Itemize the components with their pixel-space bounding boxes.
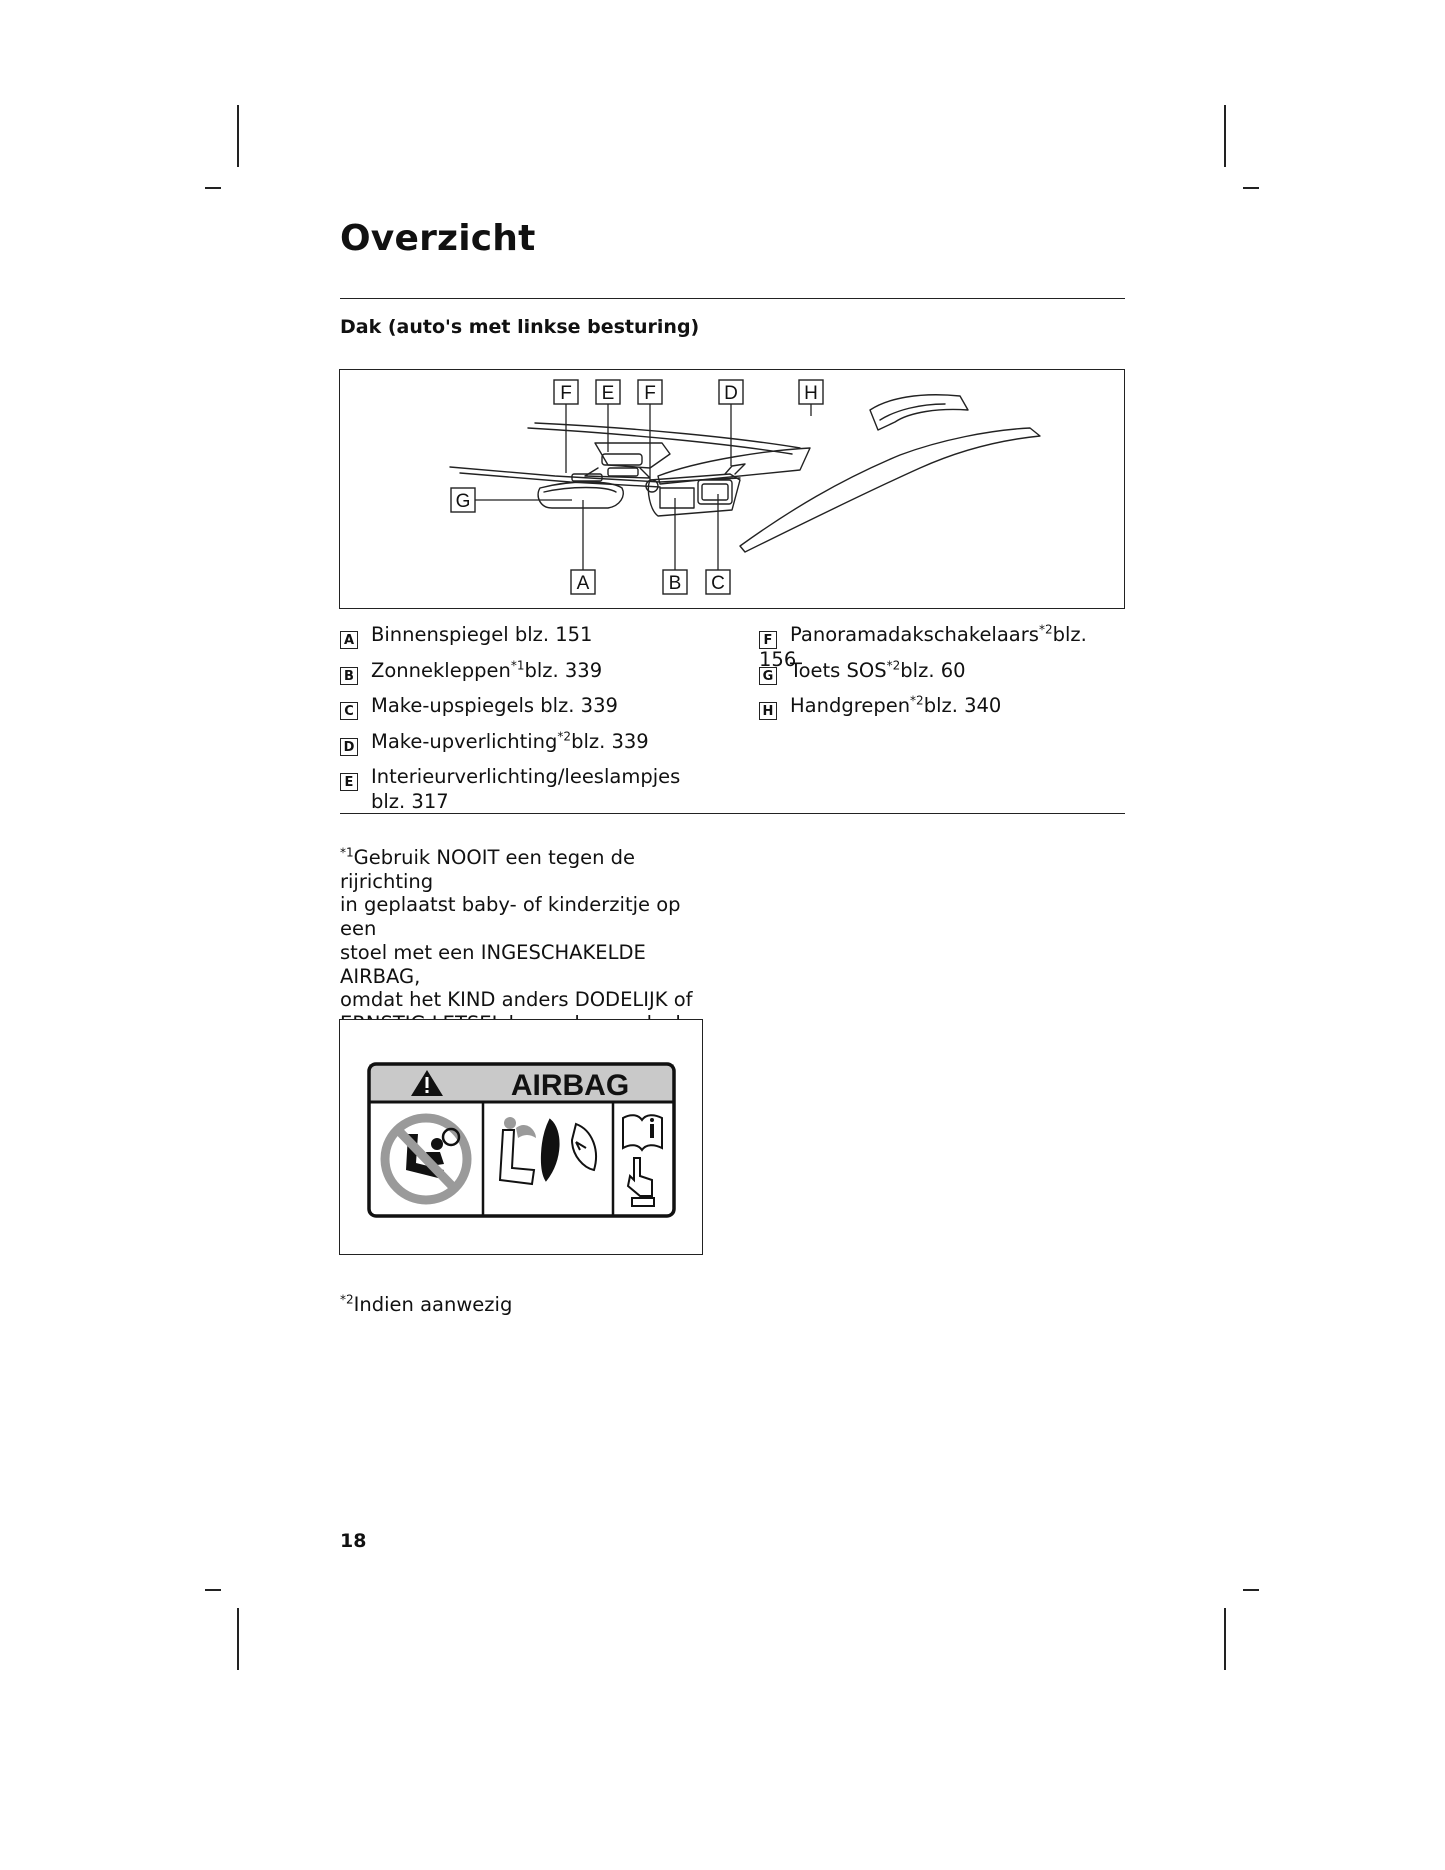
legend-label: Toets SOS [790,658,887,682]
legend-item [340,765,720,813]
read-manual-icon [623,1115,662,1206]
no-child-seat-icon [385,1118,467,1200]
airbag-label-frame [339,1019,703,1255]
overhead-console [595,443,670,468]
legend-item [340,731,720,767]
page-number: 18 [340,1530,367,1552]
legend-item [759,660,1129,696]
grab-handle [870,395,968,430]
legend-key: H [759,702,777,720]
visor-mirror-left [660,488,694,508]
footnote-marker: *1 [510,658,525,672]
legend-key: G [759,667,777,685]
crop-mark [237,105,239,167]
crop-mark [205,1589,221,1591]
legend-item [759,695,1129,731]
legend-label: Binnenspiegel blz. 151 [371,623,593,646]
legend-item [340,660,720,696]
legend-page-ref: blz. 60 [900,658,966,682]
legend-item [340,624,720,660]
airbag-warning-label [340,1020,701,1253]
roof-diagram [340,370,1123,607]
legend-key: D [340,738,358,756]
footnote-text: Indien aanwezig [353,1293,513,1316]
crop-mark [237,1608,239,1670]
airbag-label-heading: AIRBAG [510,1069,630,1102]
footnote-marker: *2 [557,729,572,743]
legend-key: F [759,631,777,649]
callout-F-left: F [560,383,572,404]
callout-A: A [576,573,590,594]
footnote-line: stoel met een INGESCHAKELDE AIRBAG, [340,940,646,988]
console-stem [585,468,650,478]
crop-mark [1224,1608,1226,1670]
legend-label: Panoramadakschakelaars [790,623,1039,646]
legend-page-ref: blz. 340 [923,694,1002,717]
callout-B: B [668,573,682,594]
legend-left [340,623,720,813]
console-lamp [602,454,642,465]
callout-C: C [711,573,725,594]
footnote-optional [340,1293,512,1317]
crop-mark [1243,187,1259,189]
roof-diagram-frame [339,369,1125,609]
legend-key: C [340,702,358,720]
callout-D: D [724,383,738,404]
callout-G: G [455,491,471,512]
legend-key: A [340,631,358,649]
page-title: Overzicht [340,218,536,259]
legend-page-ref: blz. 156 [759,623,1087,671]
footnote-line: omdat het KIND anders DODELIJK of [340,988,693,1012]
legend-page-ref: blz. 339 [524,658,603,682]
legend-divider [340,813,1125,814]
legend-label: Zonnekleppen [371,658,511,682]
legend-page-ref: blz. 317 [371,790,449,813]
legend-page-ref: blz. 339 [571,729,649,753]
footnote-marker: *1 [340,845,354,860]
legend-key: E [340,773,358,791]
footnote-marker: *2 [340,1292,354,1307]
legend-item [340,695,720,731]
roof-edge-line [535,423,800,448]
console-switch [608,468,638,476]
crop-mark [1243,1589,1259,1591]
callout-F-right: F [644,383,656,404]
legend-key: B [340,667,358,685]
title-divider [340,298,1125,299]
visor-hinge [725,464,745,474]
legend-label: Interieurverlichting/leeslampjes [371,765,681,788]
legend-right [759,624,1129,731]
callout-E: E [601,383,615,404]
crop-mark [205,187,221,189]
rearview-mirror [538,482,623,508]
legend-label: Make-upverlichting [371,729,558,753]
footnote-line: Gebruik NOOIT een tegen de rijrichting [340,846,636,893]
airbag-deploy-icon [500,1117,596,1184]
callout-H: H [804,383,818,404]
legend-label: Make-upspiegels blz. 339 [371,694,618,717]
footnote-line: in geplaatst baby- of kinderzitje op een [340,893,681,941]
roof-side-rail [740,428,1040,552]
footnote-marker: *2 [1038,622,1053,637]
section-heading: Dak (auto's met linkse besturing) [340,316,700,338]
footnote-marker: *2 [886,658,901,672]
legend-label: Handgrepen [790,694,911,717]
footnote-marker: *2 [910,693,924,708]
crop-mark [1224,105,1226,167]
